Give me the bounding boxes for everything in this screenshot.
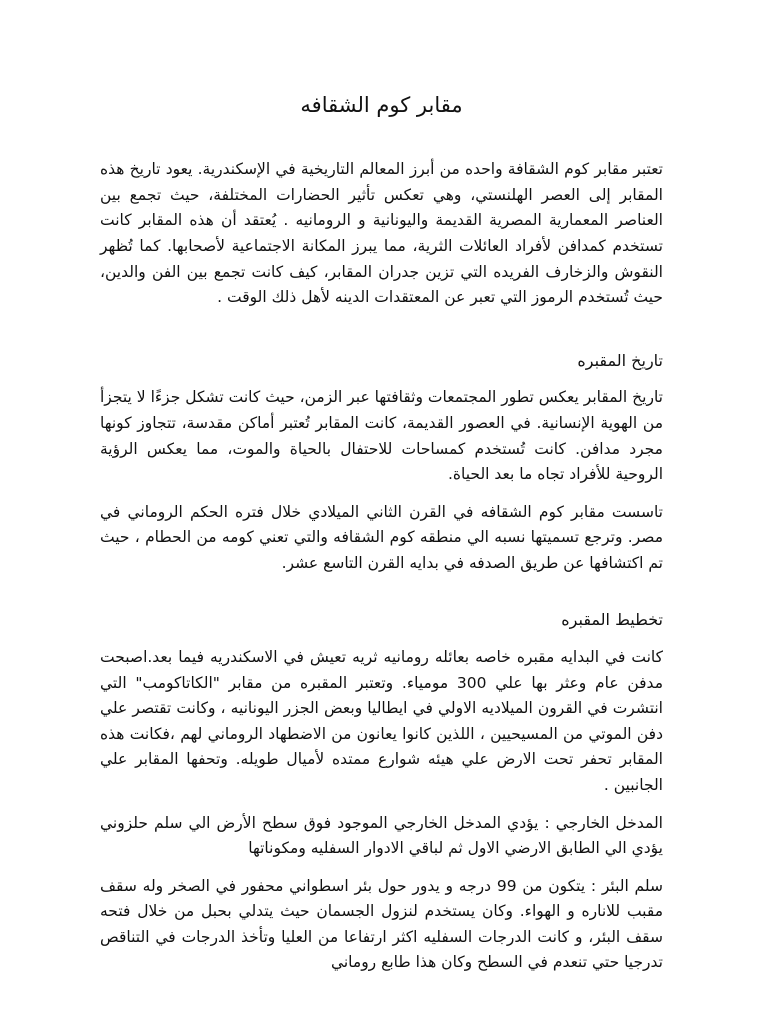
layout-paragraph-entrance: المدخل الخارجي : يؤدي المدخل الخارجي الموجود فوق سطح الأرض الي سلم حلزوني يؤدي الي الطابق الارضي الاول ثم لباقي الادوار السفليه ومكوناتها bbox=[100, 813, 663, 858]
layout-paragraph-1: كانت في البدايه مقبره خاصه بعائله رومانيه ثريه تعيش في الاسكندريه فيما بعد.اصبحت مدفن عام وعثر بها علي 300 مومياء. وتعتبر المقبره من مقابر "الكاتاكومب" التي انتشرت في القرون الميلاديه الاولي في ايطاليا وبعض الجزر اليونانيه ، وكانت تقتصر علي دفن الموتي من المسيحيين ، اللذين كانوا يعانون من الاضطهاد الروماني لهم ،فكانت هذه المقابر تحفر تحت الارض علي هيئه شوارع ممتده لأميال طويله. وتحفها المقابر علي الجانبين . bbox=[100, 648, 663, 795]
section-heading-history: تاريخ المقبره bbox=[577, 350, 663, 370]
document-title: مقابر كوم الشقافه bbox=[300, 93, 463, 117]
history-paragraph-1: تاريخ المقابر يعكس تطور المجتمعات وثقافتها عبر الزمن، حيث كانت تشكل جزءًا لا يتجزأ من الهوية الإنسانية. في العصور القديمة، كانت المقابر تُعتبر أماكن مقدسة، تتجاوز كونها مجرد مدافن. كانت تُستخدم كمساحات للاحتفال بالحياة والموت، مما يعكس الرؤية الروحية للأفراد تجاه ما بعد الحياة. bbox=[100, 388, 663, 484]
section-heading-layout: تخطيط المقبره bbox=[561, 610, 663, 630]
layout-paragraph-well-stair: سلم البئر : يتكون من 99 درجه و يدور حول بئر اسطواني محفور في الصخر وله سقف مقبب للاناره و الهواء. وكان يستخدم لنزول الجسمان حيث يتدلي بحبل من خلال فتحه سقف البئر، و كانت الدرجات السفليه اكثر ارتفاعا من العليا وتأخذ الدرجات في التناقص تدرجيا حتي تنعدم في السطح وكان هذا طابع روماني bbox=[100, 876, 663, 972]
history-paragraph-2: تاسست مقابر كوم الشقافه في القرن الثاني الميلادي خلال فتره الحكم الروماني في مصر. وترجع تسميتها نسبه الي منطقه كوم الشقافه والتي تعني كومه من الحطام ، حيث تم اكتشافها عن طريق الصدفه في بدايه القرن التاسع عشر. bbox=[100, 502, 663, 572]
intro-paragraph: تعتبر مقابر كوم الشقافة واحده من أبرز المعالم التاريخية في الإسكندرية. يعود تاريخ هذه المقابر إلى العصر الهلنستي، وهي تعكس تأثير الحضارات المختلفة، حيث تجمع بين العناصر المعمارية المصرية القديمة واليونانية و الرومانيه . يُعتقد أن هذه المقابر كانت تستخدم كمدافن لأفراد العائلات الثرية، مما يبرز المكانة الاجتماعية لأصحابها. كما تُظهر النقوش والزخارف الفريده التي تزين جدران المقابر، كيف كانت تجمع بين الفن والدين، حيث تُستخدم الرموز التي تعبر عن المعتقدات الدينه لأهل ذلك الوقت . bbox=[100, 160, 663, 307]
